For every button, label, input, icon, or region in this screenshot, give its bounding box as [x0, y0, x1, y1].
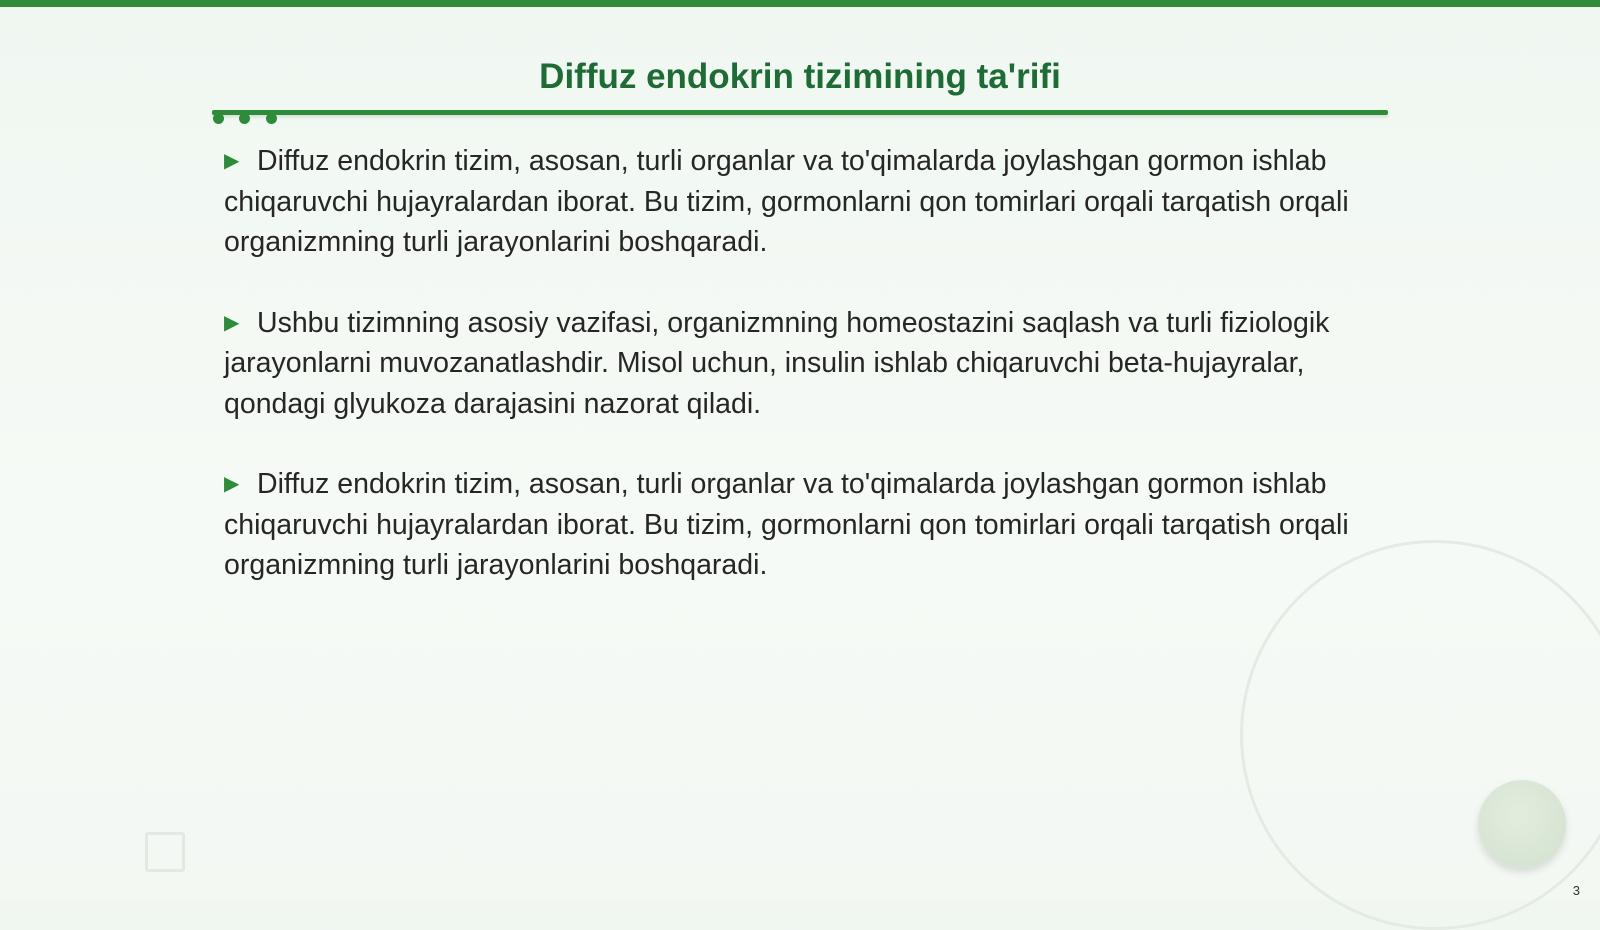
bullet-list: [224, 141, 1380, 626]
slide-title: Diffuz endokrin tizimining ta'rifi: [539, 57, 1061, 96]
triangle-bullet-icon: ▶: [224, 311, 240, 334]
bullet-item: [224, 303, 1380, 425]
page-number: 3: [1572, 883, 1580, 898]
decor-dot: [239, 113, 250, 124]
title-underline: [212, 110, 1388, 115]
triangle-bullet-icon: ▶: [224, 473, 240, 495]
bullet-text: Ushbu tizimning asosiy vazifasi, organizmning homeostazini saqlash va turli fiziologik jarayonlarni muvozanatlashdir. Misol uchun, insulin ishlab chiqaruvchi beta-hujayralar, qondagi glyukoza darajasini nazorat qiladi.: [224, 306, 1330, 420]
bullet-item: [224, 141, 1380, 263]
decor-square-outline: [145, 832, 185, 872]
decor-dot: [266, 113, 277, 124]
bullet-text: Diffuz endokrin tizim, asosan, turli organlar va to'qimalarda joylashgan gormon ishlab chiqaruvchi hujayralardan iborat. Bu tizim, gormonlarni qon tomirlari orqali tarqatish orqali organizmning turli jarayonlarini boshqaradi.: [224, 468, 1349, 581]
triangle-bullet-icon: ▶: [224, 150, 240, 172]
bullet-item: [224, 464, 1380, 586]
decor-circle-filled: [1478, 780, 1566, 868]
top-accent-bar: [0, 0, 1600, 7]
decor-dot: [213, 113, 224, 124]
bullet-text: Diffuz endokrin tizim, asosan, turli organlar va to'qimalarda joylashgan gormon ishlab chiqaruvchi hujayralardan iborat. Bu tizim, gormonlarni qon tomirlari orqali tarqatish orqali organizmning turli jarayonlarini boshqaradi.: [224, 145, 1349, 258]
decor-circle-outline: [1240, 540, 1600, 930]
